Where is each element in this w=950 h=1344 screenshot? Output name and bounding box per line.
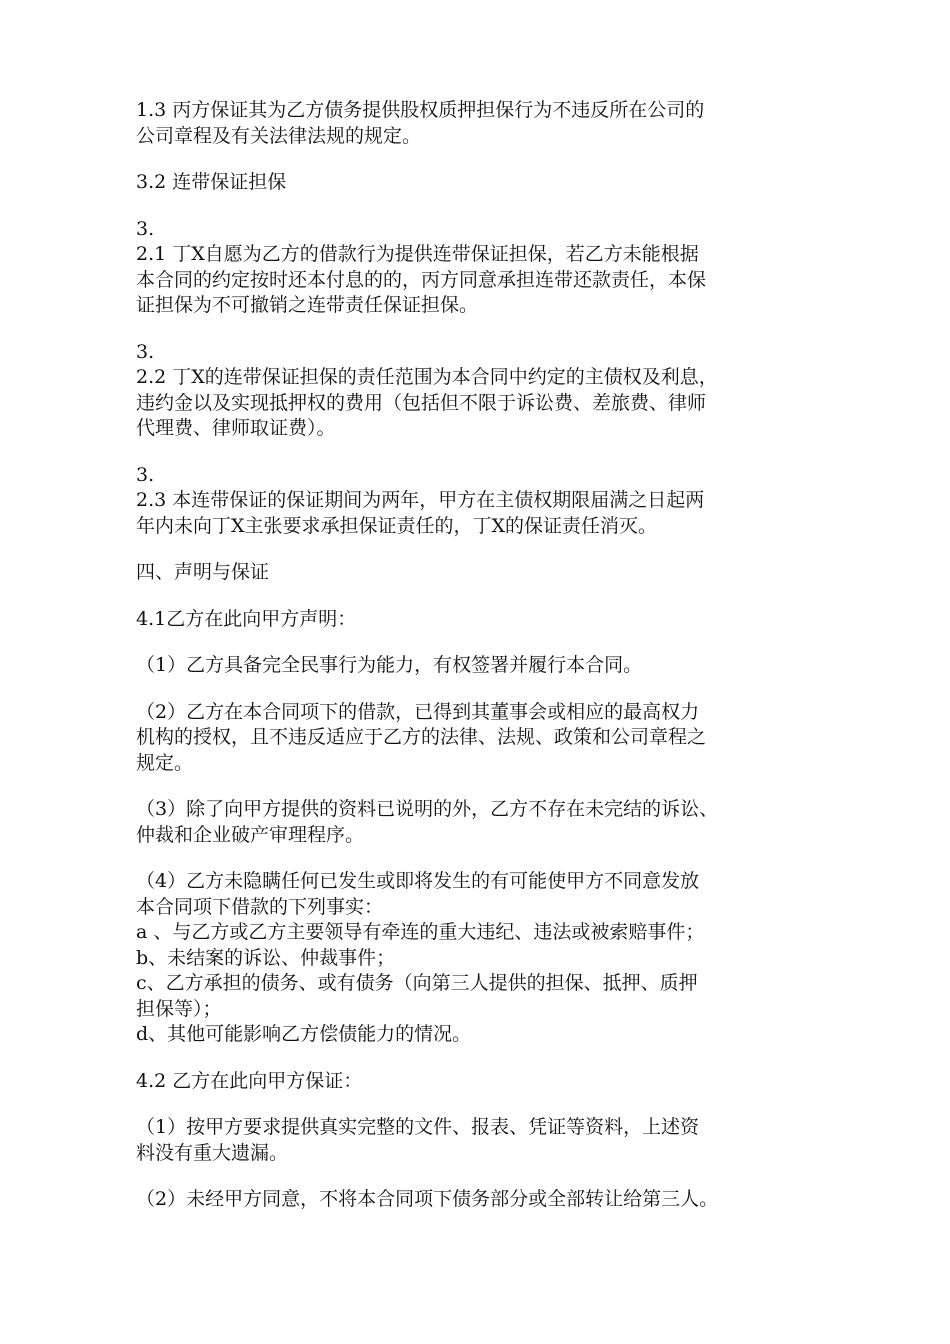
declaration-item-3 (136, 797, 826, 848)
text-line: 代理费、律师取证费）。 (136, 417, 336, 439)
text-line: （4）乙方未隐瞒任何已发生或即将发生的有可能使甲方不同意发放 (136, 870, 700, 892)
text-line: 1.3 丙方保证其为乙方债务提供股权质押担保行为不违反所在公司的 (136, 99, 705, 121)
text-line: （2）乙方在本合同项下的借款，已得到其董事会或相应的最高权力 (136, 700, 700, 723)
text-line: 4.2 乙方在此向甲方保证： (136, 1069, 363, 1092)
declaration-item-4 (136, 869, 826, 1048)
text-line: 公司章程及有关法律法规的规定。 (136, 124, 422, 147)
text-line: 四、声明与保证 (136, 561, 270, 583)
text-line: 担保等）； (136, 997, 222, 1020)
text-line: 年内未向丁X主张要求承担保证责任的，丁X的保证责任消灭。 (136, 514, 658, 537)
text-line: 3. (136, 463, 155, 486)
text-line: 3. (136, 340, 155, 363)
text-line: 本合同的约定按时还本付息的的，丙方同意承担连带还款责任，本保 (136, 268, 707, 291)
text-line: 本合同项下借款的下列事实： (136, 895, 384, 918)
guarantee-item-2 (136, 1187, 826, 1213)
text-line: （3）除了向甲方提供的资料已说明的外，乙方不存在未完结的诉讼、 (136, 798, 719, 820)
paragraph-4-2 (136, 1069, 826, 1095)
declaration-item-1 (136, 653, 826, 679)
paragraph-3-2-3 (136, 463, 826, 540)
text-line: 违约金以及实现抵押权的费用（包括但不限于诉讼费、差旅费、律师 (136, 391, 707, 414)
text-line: 规定。 (136, 751, 194, 774)
text-line: （2）未经甲方同意，不将本合同项下债务部分或全部转让给第三人。 (136, 1188, 719, 1210)
text-line: 机构的授权，且不违反适应于乙方的法律、法规、政策和公司章程之 (136, 726, 707, 748)
guarantee-item-1 (136, 1115, 826, 1166)
text-line: a 、与乙方或乙方主要领导有牵连的重大违纪、违法或被索赔事件； (136, 921, 705, 943)
text-line: 2.1 丁X自愿为乙方的借款行为提供连带保证担保，若乙方未能根据 (136, 243, 699, 265)
text-line: 4.1乙方在此向甲方声明： (136, 607, 357, 630)
text-line: d、其他可能影响乙方偿债能力的情况。 (136, 1023, 472, 1045)
text-line: （1）乙方具备完全民事行为能力，有权签署并履行本合同。 (136, 654, 643, 676)
document-page (136, 98, 826, 1234)
section-heading-4 (136, 560, 826, 586)
declaration-item-2 (136, 700, 826, 777)
text-line: 证担保为不可撤销之连带责任保证担保。 (136, 294, 479, 316)
text-line: 3.2 连带保证担保 (136, 171, 287, 193)
paragraph-4-1 (136, 607, 826, 633)
paragraph-1-3 (136, 98, 826, 149)
text-line: 2.2 丁X的连带保证担保的责任范围为本合同中约定的主债权及利息， (136, 366, 718, 388)
paragraph-3-2-1 (136, 217, 826, 319)
paragraph-3-2-2 (136, 340, 826, 442)
text-line: b、未结案的诉讼、仲裁事件； (136, 946, 396, 969)
text-line: c、乙方承担的债务、或有债务（向第三人提供的担保、抵押、质押 (136, 972, 698, 994)
text-line: （1）按甲方要求提供真实完整的文件、报表、凭证等资料，上述资 (136, 1116, 700, 1138)
heading-3-2 (136, 170, 826, 196)
text-line: 仲裁和企业破产审理程序。 (136, 823, 365, 846)
text-line: 料没有重大遗漏。 (136, 1141, 289, 1164)
text-line: 3. (136, 217, 155, 240)
text-line: 2.3 本连带保证的保证期间为两年，甲方在主债权期限届满之日起两 (136, 489, 705, 511)
